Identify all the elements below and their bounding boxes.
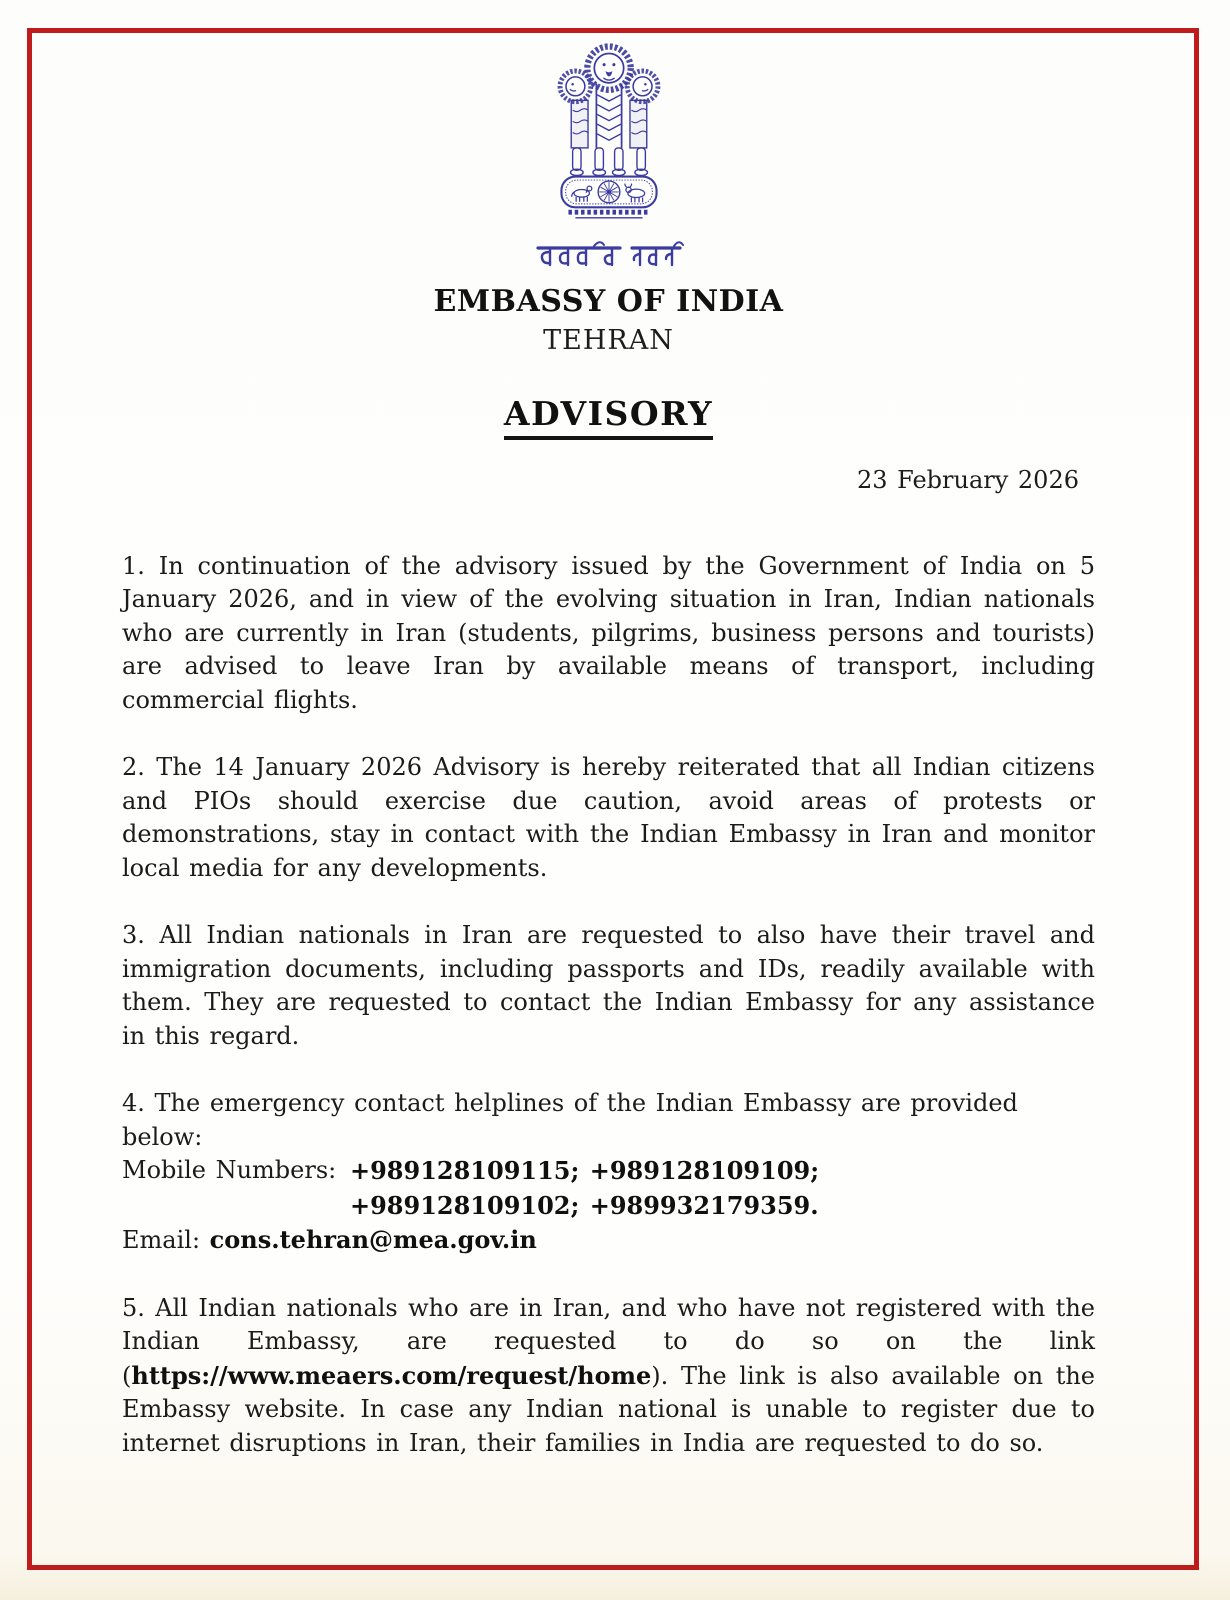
embassy-city: TEHRAN bbox=[543, 325, 674, 356]
mobile-numbers-row bbox=[122, 1154, 1095, 1223]
advisory-heading: ADVISORY bbox=[504, 394, 713, 440]
email-row bbox=[122, 1223, 1095, 1258]
paragraph-5-after-link: ). The link is also available on the Embassy website. In case any Indian national is unable to register due to internet disruptions in Iran, their families in India are requested to do so. bbox=[122, 1361, 1095, 1457]
mobile-number-line-1: +989128109115; +989128109109; bbox=[350, 1156, 820, 1185]
email-label: Email: bbox=[122, 1226, 210, 1254]
registration-link-text: https://www.meaers.com/request/home bbox=[131, 1360, 652, 1390]
national-emblem bbox=[122, 36, 1095, 268]
paragraph-5-before-link: 5. All Indian nationals who are in Iran, and who have not registered with the Indian Embassy, are requested to do so on the link ( bbox=[122, 1293, 1095, 1390]
paragraph-1: 1. In continuation of the advisory issued by the Government of India on 5 January 2026, and in view of the evolving situation in Iran, Indian nationals who are currently in Iran (students, pilgrims, business persons and tourists) are advised to leave Iran by available means of transport, including commercial flights. bbox=[122, 551, 1095, 714]
document-content bbox=[122, 36, 1095, 1494]
helplines-intro: 4. The emergency contact helplines of the Indian Embassy are provided below: bbox=[122, 1089, 1018, 1151]
paragraph-4 bbox=[122, 1087, 1095, 1258]
motto-text bbox=[684, 236, 685, 237]
advisory-body bbox=[122, 550, 1095, 1461]
ashoka-lion-capital-icon bbox=[539, 36, 679, 236]
paragraph-5 bbox=[122, 1292, 1095, 1461]
advisory-heading-wrap bbox=[122, 394, 1095, 440]
mobile-number-line-2: +989128109102; +989932179359. bbox=[350, 1190, 819, 1220]
email-address: cons.tehran@mea.gov.in bbox=[209, 1225, 537, 1254]
advisory-date: 23 February 2026 bbox=[856, 466, 1079, 494]
paragraph-2: 2. The 14 January 2026 Advisory is hereby reiterated that all Indian citizens and PIOs should exercise due caution, avoid areas of protests or demonstrations, stay in contact with the Indian Embassy in Iran and monitor local media for any developments. bbox=[122, 753, 1095, 882]
mobile-numbers-values bbox=[350, 1154, 819, 1223]
embassy-title: EMBASSY OF INDIA bbox=[433, 284, 784, 319]
paragraph-3: 3. All Indian nationals in Iran are requested to also have their travel and immigration documents, including passports and IDs, readily available with them. They are requested to contact the Indian Embassy for any assistance in this regard. bbox=[122, 921, 1095, 1050]
mobile-numbers-label: Mobile Numbers: bbox=[122, 1156, 337, 1184]
satyameva-jayate-motto-icon bbox=[534, 238, 684, 268]
